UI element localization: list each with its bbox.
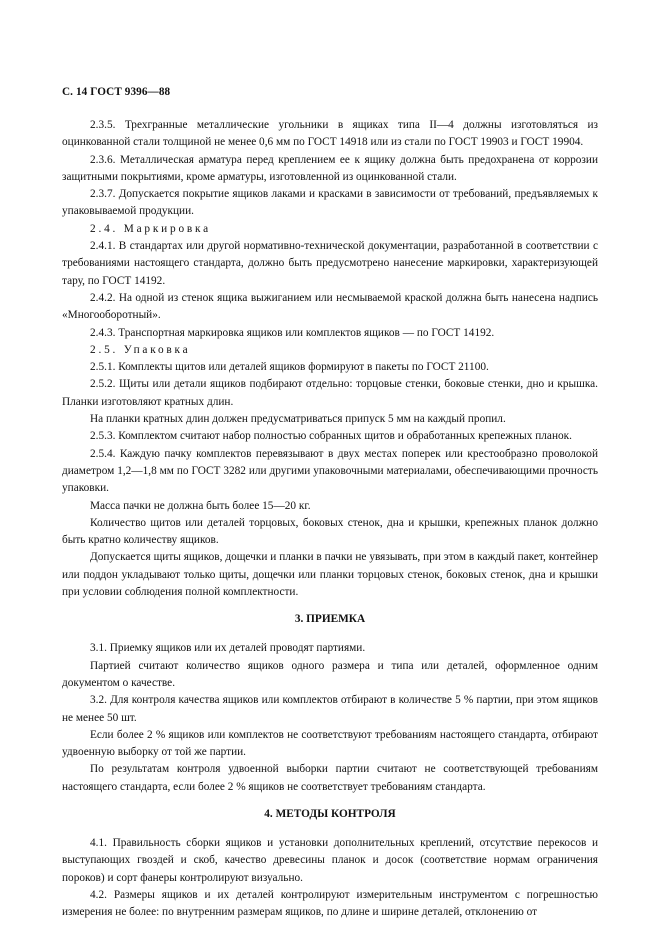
paragraph: 2.3.7. Допускается покрытие ящиков лаками и красками в зависимости от требований, предъявляемых к упаковываемой продукции. — [62, 188, 598, 218]
paragraph: 2.4.1. В стандартах или другой нормативно-технической документации, разработанной в соответствии с требованиями настоящего стандарта, должно быть предусмотрено нанесение маркировки, характеризующей тару, по ГОСТ 14192. — [62, 240, 598, 287]
paragraph: 3.2. Для контроля качества ящиков или комплектов отбирают в количестве 5 % партии, при этом ящиков не менее 50 шт. — [62, 694, 598, 724]
paragraph: 2.4.2. На одной из стенок ящика выжиганием или несмываемой краской должна быть нанесена надпись «Многооборотный». — [62, 291, 598, 322]
paragraph: 3.1. Приемку ящиков или их деталей проводят партиями. — [90, 642, 366, 655]
paragraph: 2.5.4. Каждую пачку комплектов перевязывают в двух местах поперек или крестообразно проволокой диаметром 1,2—1,8 мм по ГОСТ 3282 или другими упаковочными материалами, обеспечивающими прочность упаковки. — [62, 447, 598, 495]
paragraph: 4.2. Размеры ящиков и их деталей контролируют измерительным инструментом с погрешностью измерения не более: по внутренним размерам ящиков, по длине и ширине деталей, отклонению от — [62, 888, 598, 919]
paragraph: 2.5.2. Щиты или детали ящиков подбирают отдельно: торцовые стенки, боковые стенки, дно и крышка. Планки изготовляют кратных длин. — [62, 378, 598, 408]
paragraph: 2.3.6. Металлическая арматура перед креплением ее к ящику должна быть предохранена от коррозии защитными покрытиями, кроме арматуры, изготовленной из оцинкованной стали. — [62, 153, 598, 183]
paragraph: На планки кратных длин должен предусматриваться припуск 5 мм на каждый пропил. — [90, 413, 506, 426]
paragraph: Партией считают количество ящиков одного размера и типа или деталей, оформленное одним документом о качестве. — [62, 659, 598, 689]
paragraph: Масса пачки не должна быть более 15—20 кг. — [90, 499, 311, 512]
paragraph: По результатам контроля удвоенной выборки партии считают не соответствующей требованиям настоящего стандарта, если более 2 % ящиков не соответствует требованиям стандарта. — [62, 763, 598, 793]
paragraph: 2.4.3. Транспортная маркировка ящиков или комплектов ящиков — по ГОСТ 14192. — [90, 326, 495, 339]
paragraph: 2.3.5. Трехгранные металлические угольники в ящиках типа II—4 должны изготовляться из оцинкованной стали толщиной не менее 0,6 мм по ГОСТ 14918 или из стали по ГОСТ 19903 и ГОСТ 19904. — [62, 119, 598, 149]
page-header: С. 14 ГОСТ 9396—88 — [62, 86, 171, 98]
paragraph: Допускается щиты ящиков, дощечки и планки в пачки не увязывать, при этом в каждый пакет, контейнер или поддон укладывают только щиты, дощечки или планки торцовых стенок, боковых стенок, дна и крышки при условии соблюдения полной комплектности. — [62, 551, 598, 599]
section-heading: 3. ПРИЕМКА — [294, 613, 366, 626]
subsection-heading: 2.4. Маркировка — [90, 222, 211, 235]
document-body — [62, 117, 598, 921]
section-heading: 4. МЕТОДЫ КОНТРОЛЯ — [264, 807, 396, 820]
paragraph: 2.5.3. Комплектом считают набор полностью собранных щитов и обработанных крепежных планок. — [90, 430, 572, 443]
paragraph: Если более 2 % ящиков или комплектов не соответствуют требованиям настоящего стандарта, отбирают удвоенную выборку от той же партии. — [62, 728, 598, 759]
subsection-heading: 2.5. Упаковка — [90, 343, 191, 356]
paragraph: Количество щитов или деталей торцовых, боковых стенок, дна и крышки, крепежных планок должно быть кратно количеству ящиков. — [62, 516, 598, 547]
paragraph: 4.1. Правильность сборки ящиков и установки дополнительных креплений, отсутствие перекосов и выступающих гвоздей и скоб, качество древесины планок и досок (соответствие нормам ограничения пороков) и сорт фанеры контролируют визуально. — [62, 836, 598, 884]
paragraph: 2.5.1. Комплекты щитов или деталей ящиков формируют в пакеты по ГОСТ 21100. — [90, 361, 489, 374]
